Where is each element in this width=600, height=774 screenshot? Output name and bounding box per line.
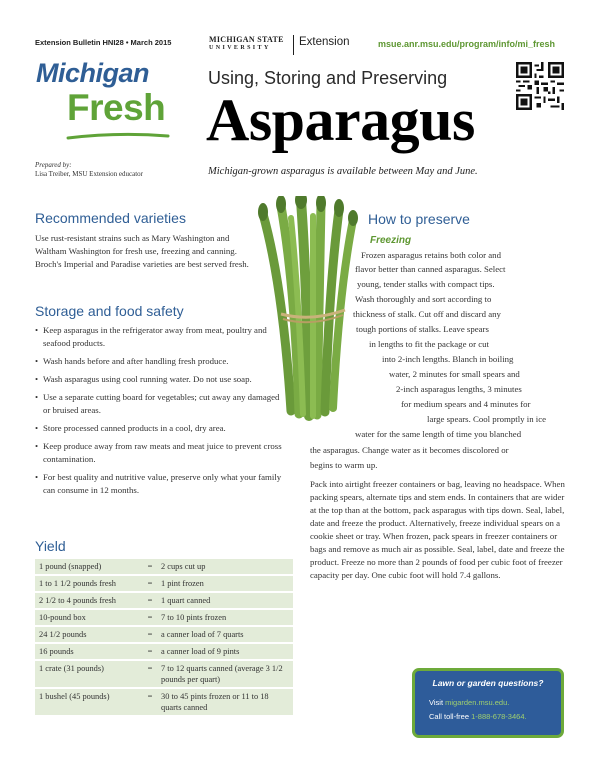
lawn-call xyxy=(429,712,527,721)
storage-heading: Storage and food safety xyxy=(35,303,184,319)
freezing-line: large spears. Cool promptly in ice xyxy=(427,414,547,424)
table-row xyxy=(35,644,293,659)
logo-divider xyxy=(293,35,294,55)
table-row xyxy=(35,559,293,574)
yield-amount: 10-pound box xyxy=(35,610,143,625)
yield-equals: = xyxy=(143,689,157,715)
freezing-line: into 2-inch lengths. Blanch in boiling xyxy=(382,354,514,364)
visit-label: Visit xyxy=(429,698,446,707)
asparagus-bunch-image xyxy=(253,196,363,421)
lawn-question: Lawn or garden questions? xyxy=(432,678,544,688)
freezing-line: Frozen asparagus retains both color and xyxy=(361,250,501,260)
table-row xyxy=(35,689,293,715)
lawn-garden-callout xyxy=(412,668,564,738)
freezing-line: young, tender stalks with compact tips. xyxy=(357,279,495,289)
call-label: Call toll-free xyxy=(429,712,472,721)
yield-result: 1 quart canned xyxy=(157,593,293,608)
yield-equals: = xyxy=(143,644,157,659)
yield-amount: 1 bushel (45 pounds) xyxy=(35,689,143,715)
bulletin-info: Extension Bulletin HNI28 • March 2015 xyxy=(35,38,172,47)
migarden-link[interactable]: migarden.msu.edu. xyxy=(445,698,510,707)
yield-result: 7 to 12 quarts canned (average 3 1/2 pounds per quart) xyxy=(157,661,293,687)
yield-heading: Yield xyxy=(35,538,66,554)
list-item: • Store processed canned products in a cool, dry area. xyxy=(35,422,285,435)
varieties-text: Use rust-resistant strains such as Mary Washington and Waltham Washington for fresh use, freezing and canning. Broch's Imperial and Paradise varieties are best served fresh. xyxy=(35,233,249,269)
table-row xyxy=(35,610,293,625)
extension-label: Extension xyxy=(299,36,350,48)
freezing-line: tough portions of stalks. Leave spears xyxy=(356,324,489,334)
toll-free-number[interactable]: 1-888-678-3464. xyxy=(471,712,527,721)
list-item: • Use a separate cutting board for vegetables; cut away any damaged or bruised areas. xyxy=(35,391,285,417)
yield-result: 7 to 10 pints frozen xyxy=(157,610,293,625)
storage-list xyxy=(35,324,285,502)
prepared-label: Prepared by: xyxy=(35,161,72,169)
table-row xyxy=(35,627,293,642)
yield-equals: = xyxy=(143,593,157,608)
list-item: • Wash hands before and after handling fresh produce. xyxy=(35,355,285,368)
logo-fresh: Fresh xyxy=(67,87,166,128)
yield-amount: 1 to 1 1/2 pounds fresh xyxy=(35,576,143,591)
table-row xyxy=(35,661,293,687)
list-item: • Wash asparagus using cool running water. Do not use soap. xyxy=(35,373,285,386)
program-url[interactable]: msue.anr.msu.edu/program/info/mi_fresh xyxy=(378,39,556,49)
freezing-line: in lengths to fit the package or cut xyxy=(369,339,489,349)
list-item: • For best quality and nutritive value, preserve only what your family can consume in 12 months. xyxy=(35,471,285,497)
table-row xyxy=(35,593,293,608)
page-subtitle: Using, Storing and Preserving xyxy=(208,68,448,88)
freezing-line: thickness of stalk. Cut off and discard any xyxy=(353,309,501,319)
freezing-line: begins to warm up. xyxy=(310,460,378,470)
logo-michigan: Michigan xyxy=(36,58,150,88)
freezing-heading: Freezing xyxy=(370,235,412,246)
freezing-line: water for the same length of time you blanched xyxy=(355,429,522,439)
yield-amount: 1 crate (31 pounds) xyxy=(35,661,143,687)
preserve-heading: How to preserve xyxy=(368,211,470,227)
season-tagline: Michigan-grown asparagus is available between May and June. xyxy=(208,166,478,177)
yield-equals: = xyxy=(143,610,157,625)
yield-equals: = xyxy=(143,661,157,687)
yield-result: a canner load of 9 pints xyxy=(157,644,293,659)
freezing-line: Wash thoroughly and sort according to xyxy=(355,294,492,304)
yield-amount: 16 pounds xyxy=(35,644,143,659)
yield-amount: 24 1/2 pounds xyxy=(35,627,143,642)
list-item: • Keep asparagus in the refrigerator away from meat, poultry and seafood products. xyxy=(35,324,285,350)
yield-result: 2 cups cut up xyxy=(157,559,293,574)
lawn-visit xyxy=(429,698,509,707)
freezing-line: water, 2 minutes for small spears and xyxy=(389,369,520,379)
freezing-line: the asparagus. Change water as it becomes discolored or xyxy=(310,445,509,455)
yield-equals: = xyxy=(143,576,157,591)
prepared-by xyxy=(35,161,143,179)
varieties-heading: Recommended varieties xyxy=(35,210,186,226)
table-row xyxy=(35,576,293,591)
yield-equals: = xyxy=(143,627,157,642)
yield-result: 30 to 45 pints frozen or 11 to 18 quarts canned xyxy=(157,689,293,715)
page-title: Asparagus xyxy=(206,87,475,153)
yield-amount: 2 1/2 to 4 pounds fresh xyxy=(35,593,143,608)
freezing-packing-text: Pack into airtight freezer containers or bag, leaving no headspace. When packing spears, alternate tips and stem ends. In containers that are wider at the top than at the bottom, pack asparagus with tips down. Seal, label, date and freeze the product. Alternatively, freeze individual spears on a cookie sheet or tray. When frozen, pack spears in freezer containers or bags and remove as much air as possible. Seal, label, date and freeze the product. Freeze no more than 2 pounds of food per cubic foot of freezer capacity per day. One cubic foot will hold 7.4 gallons. xyxy=(310,479,565,580)
yield-amount: 1 pound (snapped) xyxy=(35,559,143,574)
freezing-line: flavor better than canned asparagus. Select xyxy=(355,264,506,274)
yield-result: 1 pint frozen xyxy=(157,576,293,591)
yield-equals: = xyxy=(143,559,157,574)
msu-name-line1: MICHIGAN STATE xyxy=(209,35,284,44)
yield-table xyxy=(35,557,293,717)
freezing-line: for medium spears and 4 minutes for xyxy=(401,399,531,409)
prepared-author: Lisa Treiber, MSU Extension educator xyxy=(35,170,144,178)
freezing-line: 2-inch asparagus lengths, 3 minutes xyxy=(396,384,522,394)
logo-swoosh-icon xyxy=(66,132,170,142)
msu-name-line2: UNIVERSITY xyxy=(209,45,271,51)
list-item: • Keep produce away from raw meats and meat juice to prevent cross contamination. xyxy=(35,440,285,466)
msu-extension-logo xyxy=(209,35,354,57)
qr-code-icon[interactable] xyxy=(516,62,564,110)
yield-result: a canner load of 7 quarts xyxy=(157,627,293,642)
